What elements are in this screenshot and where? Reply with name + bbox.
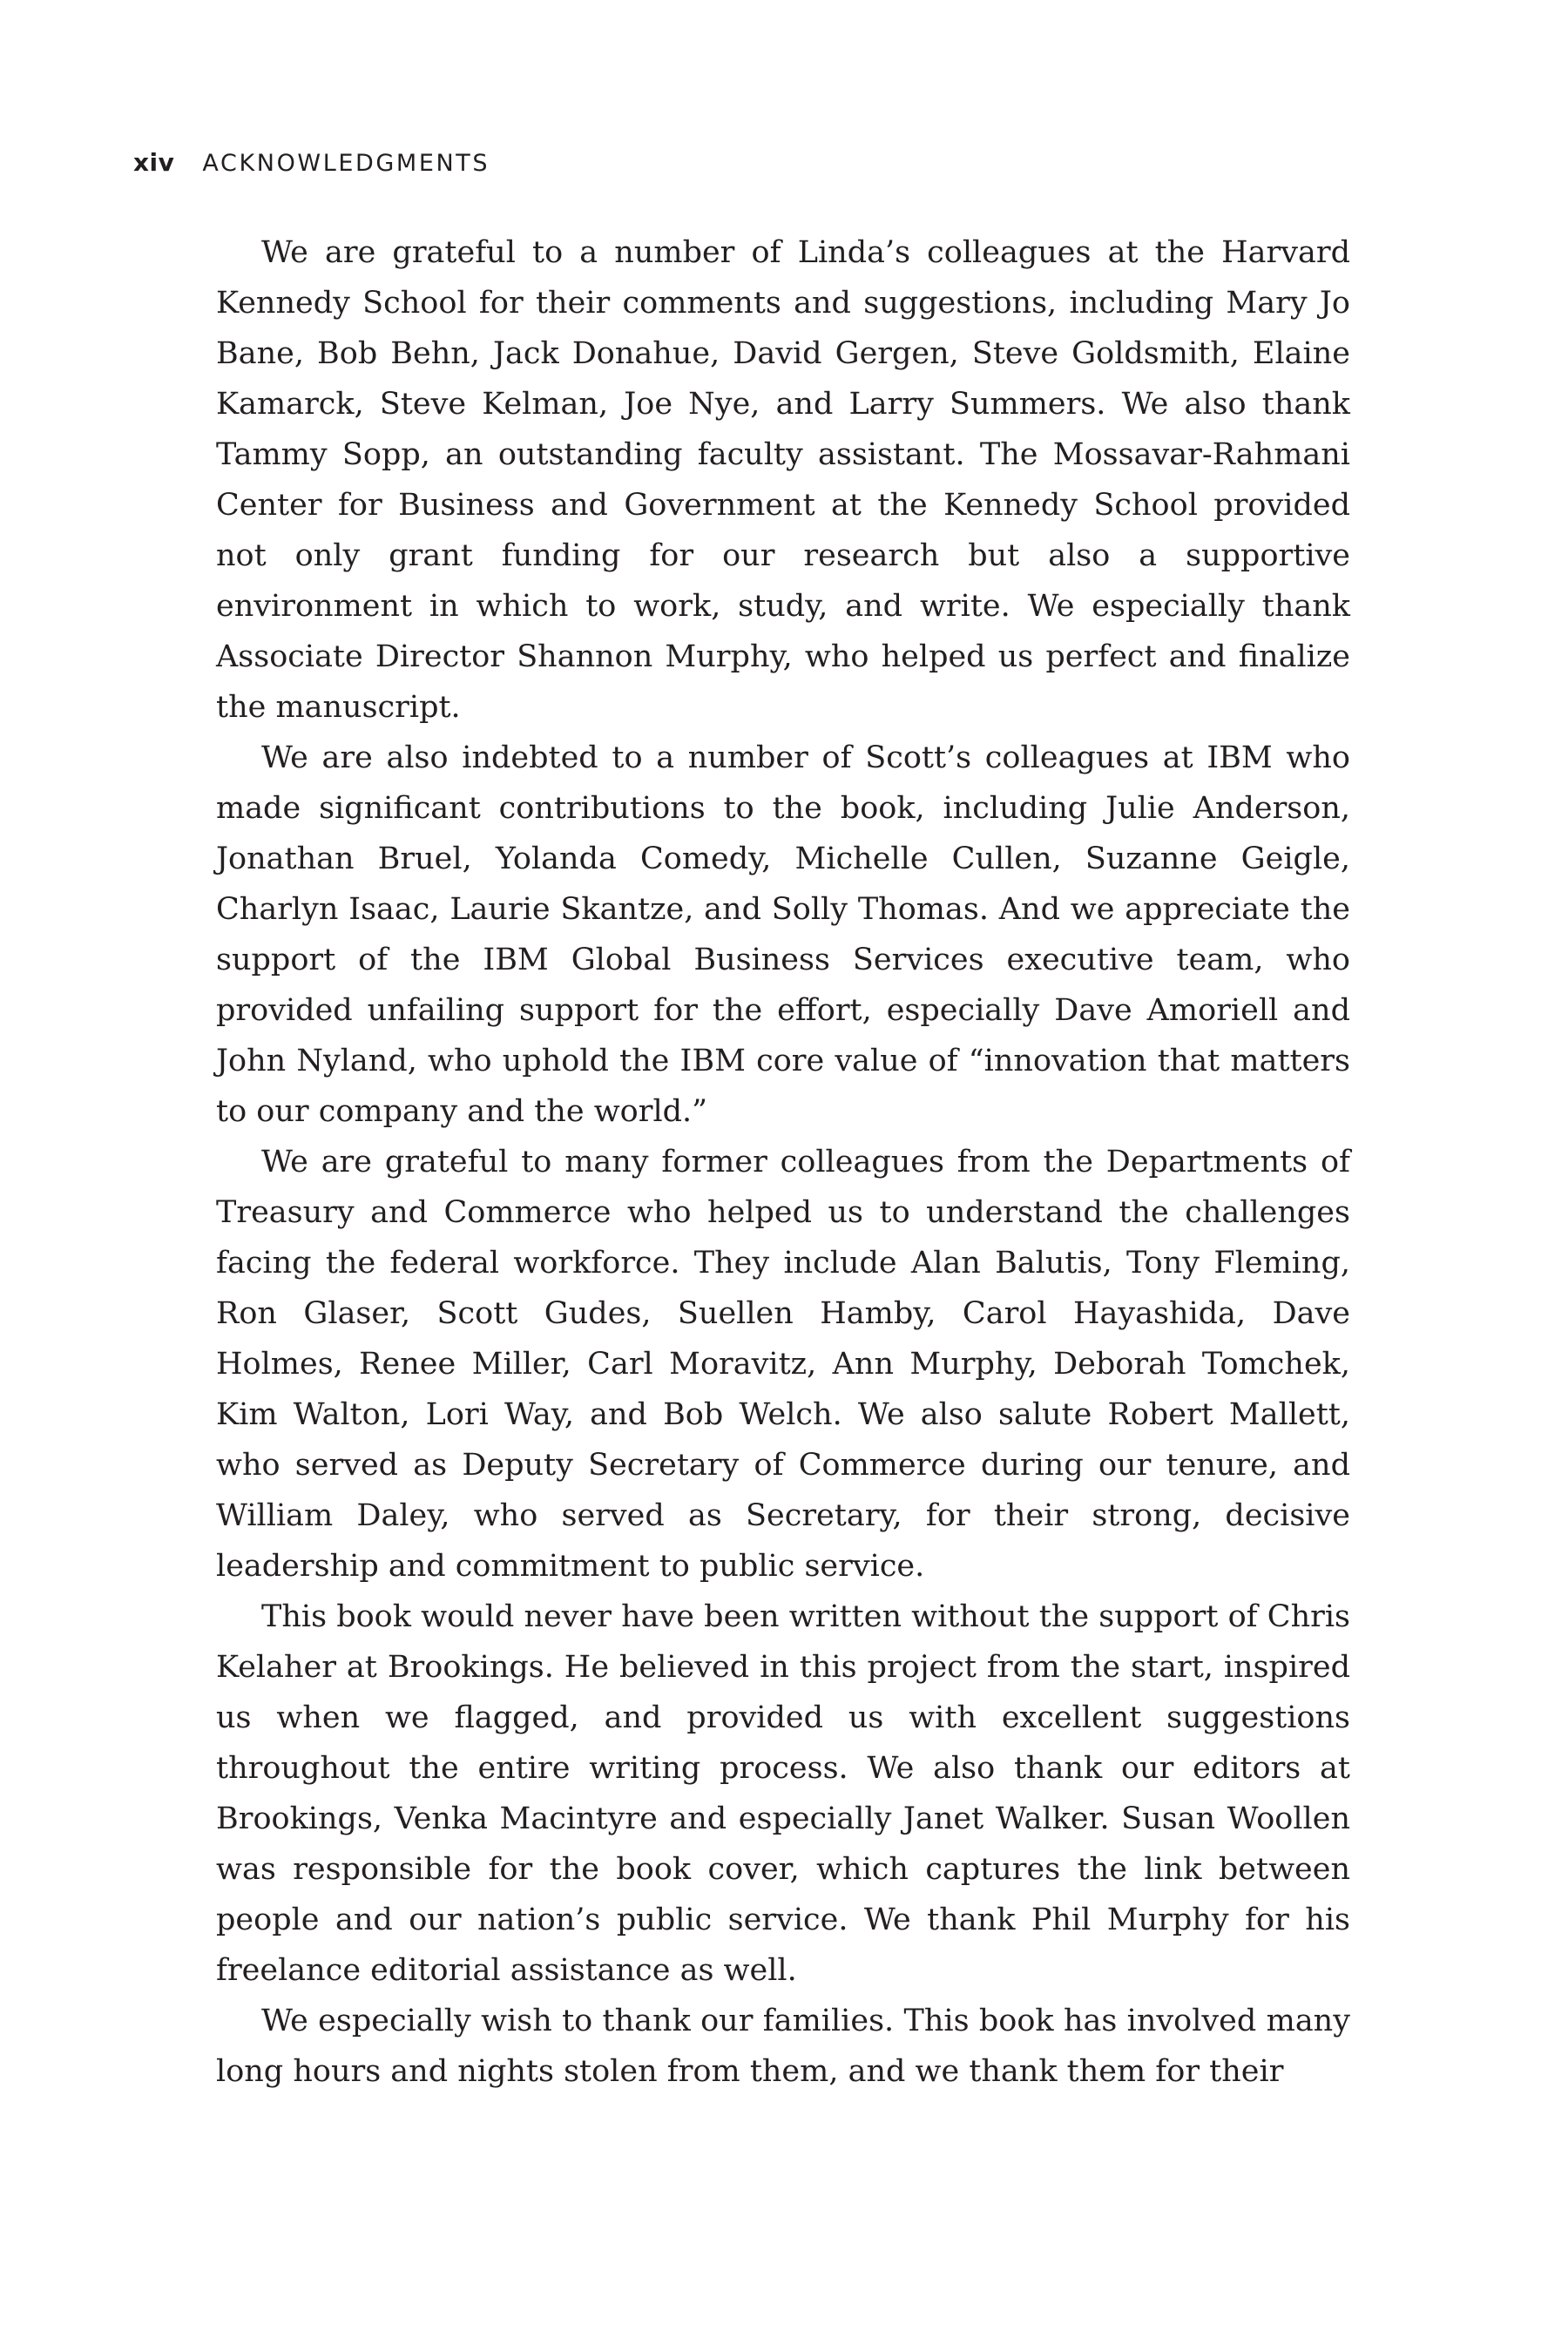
paragraph-colleagues-ibm: We are also indebted to a number of Scott’s colleagues at IBM who made significant contributions to the book, including Julie Anderson, Jonathan Bruel, Yolanda Comedy, Michelle Cullen, Suzanne Geigle, Charlyn Isaac, Laurie Skantze, and Solly Thomas. And we appreciate the support of the IBM Global Business Services executive team, who provided unfailing support for the effort, especially Dave Amoriell and John Nyland, who uphold the IBM core value of “innovation that matters to our company and the world.” <box>216 740 1350 1129</box>
paragraph-treasury-commerce: We are grateful to many former colleagues from the Departments of Treasury and Commerce who helped us to understand the challenges facing the federal workforce. They include Alan Balutis, Tony Fleming, Ron Glaser, Scott Gudes, Suellen Hamby, Carol Hayashida, Dave Holmes, Renee Miller, Carl Moravitz, Ann Murphy, Deborah Tomchek, Kim Walton, Lori Way, and Bob Welch. We also salute Robert Mallett, who served as Deputy Secretary of Commerce during our tenure, and William Daley, who served as Secretary, for their strong, decisive leadership and commitment to public service. <box>216 1145 1350 1584</box>
paragraph-colleagues-harvard: We are grateful to a number of Linda’s colleagues at the Harvard Kennedy School for their comments and suggestions, including Mary Jo Bane, Bob Behn, Jack Donahue, David Gergen, Steve Goldsmith, Elaine Kamarck, Steve Kelman, Joe Nye, and Larry Summers. We also thank Tammy Sopp, an outstanding faculty assistant. The Mossavar-Rahmani Center for Business and Government at the Kennedy School provided not only grant funding for our research but also a supportive environment in which to work, study, and write. We especially thank Associate Director Shannon Murphy, who helped us perfect and finalize the manuscript. <box>216 235 1350 725</box>
paragraph-brookings: This book would never have been written without the support of Chris Kelaher at Brookings. He believed in this project from the start, inspired us when we flagged, and provided us with excellent suggestions throughout the entire writing process. We also thank our editors at Brookings, Venka Macintyre and especially Janet Walker. Susan Woollen was responsible for the book cover, which captures the link between people and our nation’s public service. We thank Phil Murphy for his freelance editorial assistance as well. <box>216 1599 1350 1988</box>
body-text <box>216 227 1350 2097</box>
section-title: ACKNOWLEDGMENTS <box>202 150 490 177</box>
running-head <box>133 148 490 183</box>
paragraph-families: We especially wish to thank our families. This book has involved many long hours and nights stolen from them, and we thank them for their <box>216 2004 1350 2089</box>
page-number: xiv <box>133 148 175 177</box>
